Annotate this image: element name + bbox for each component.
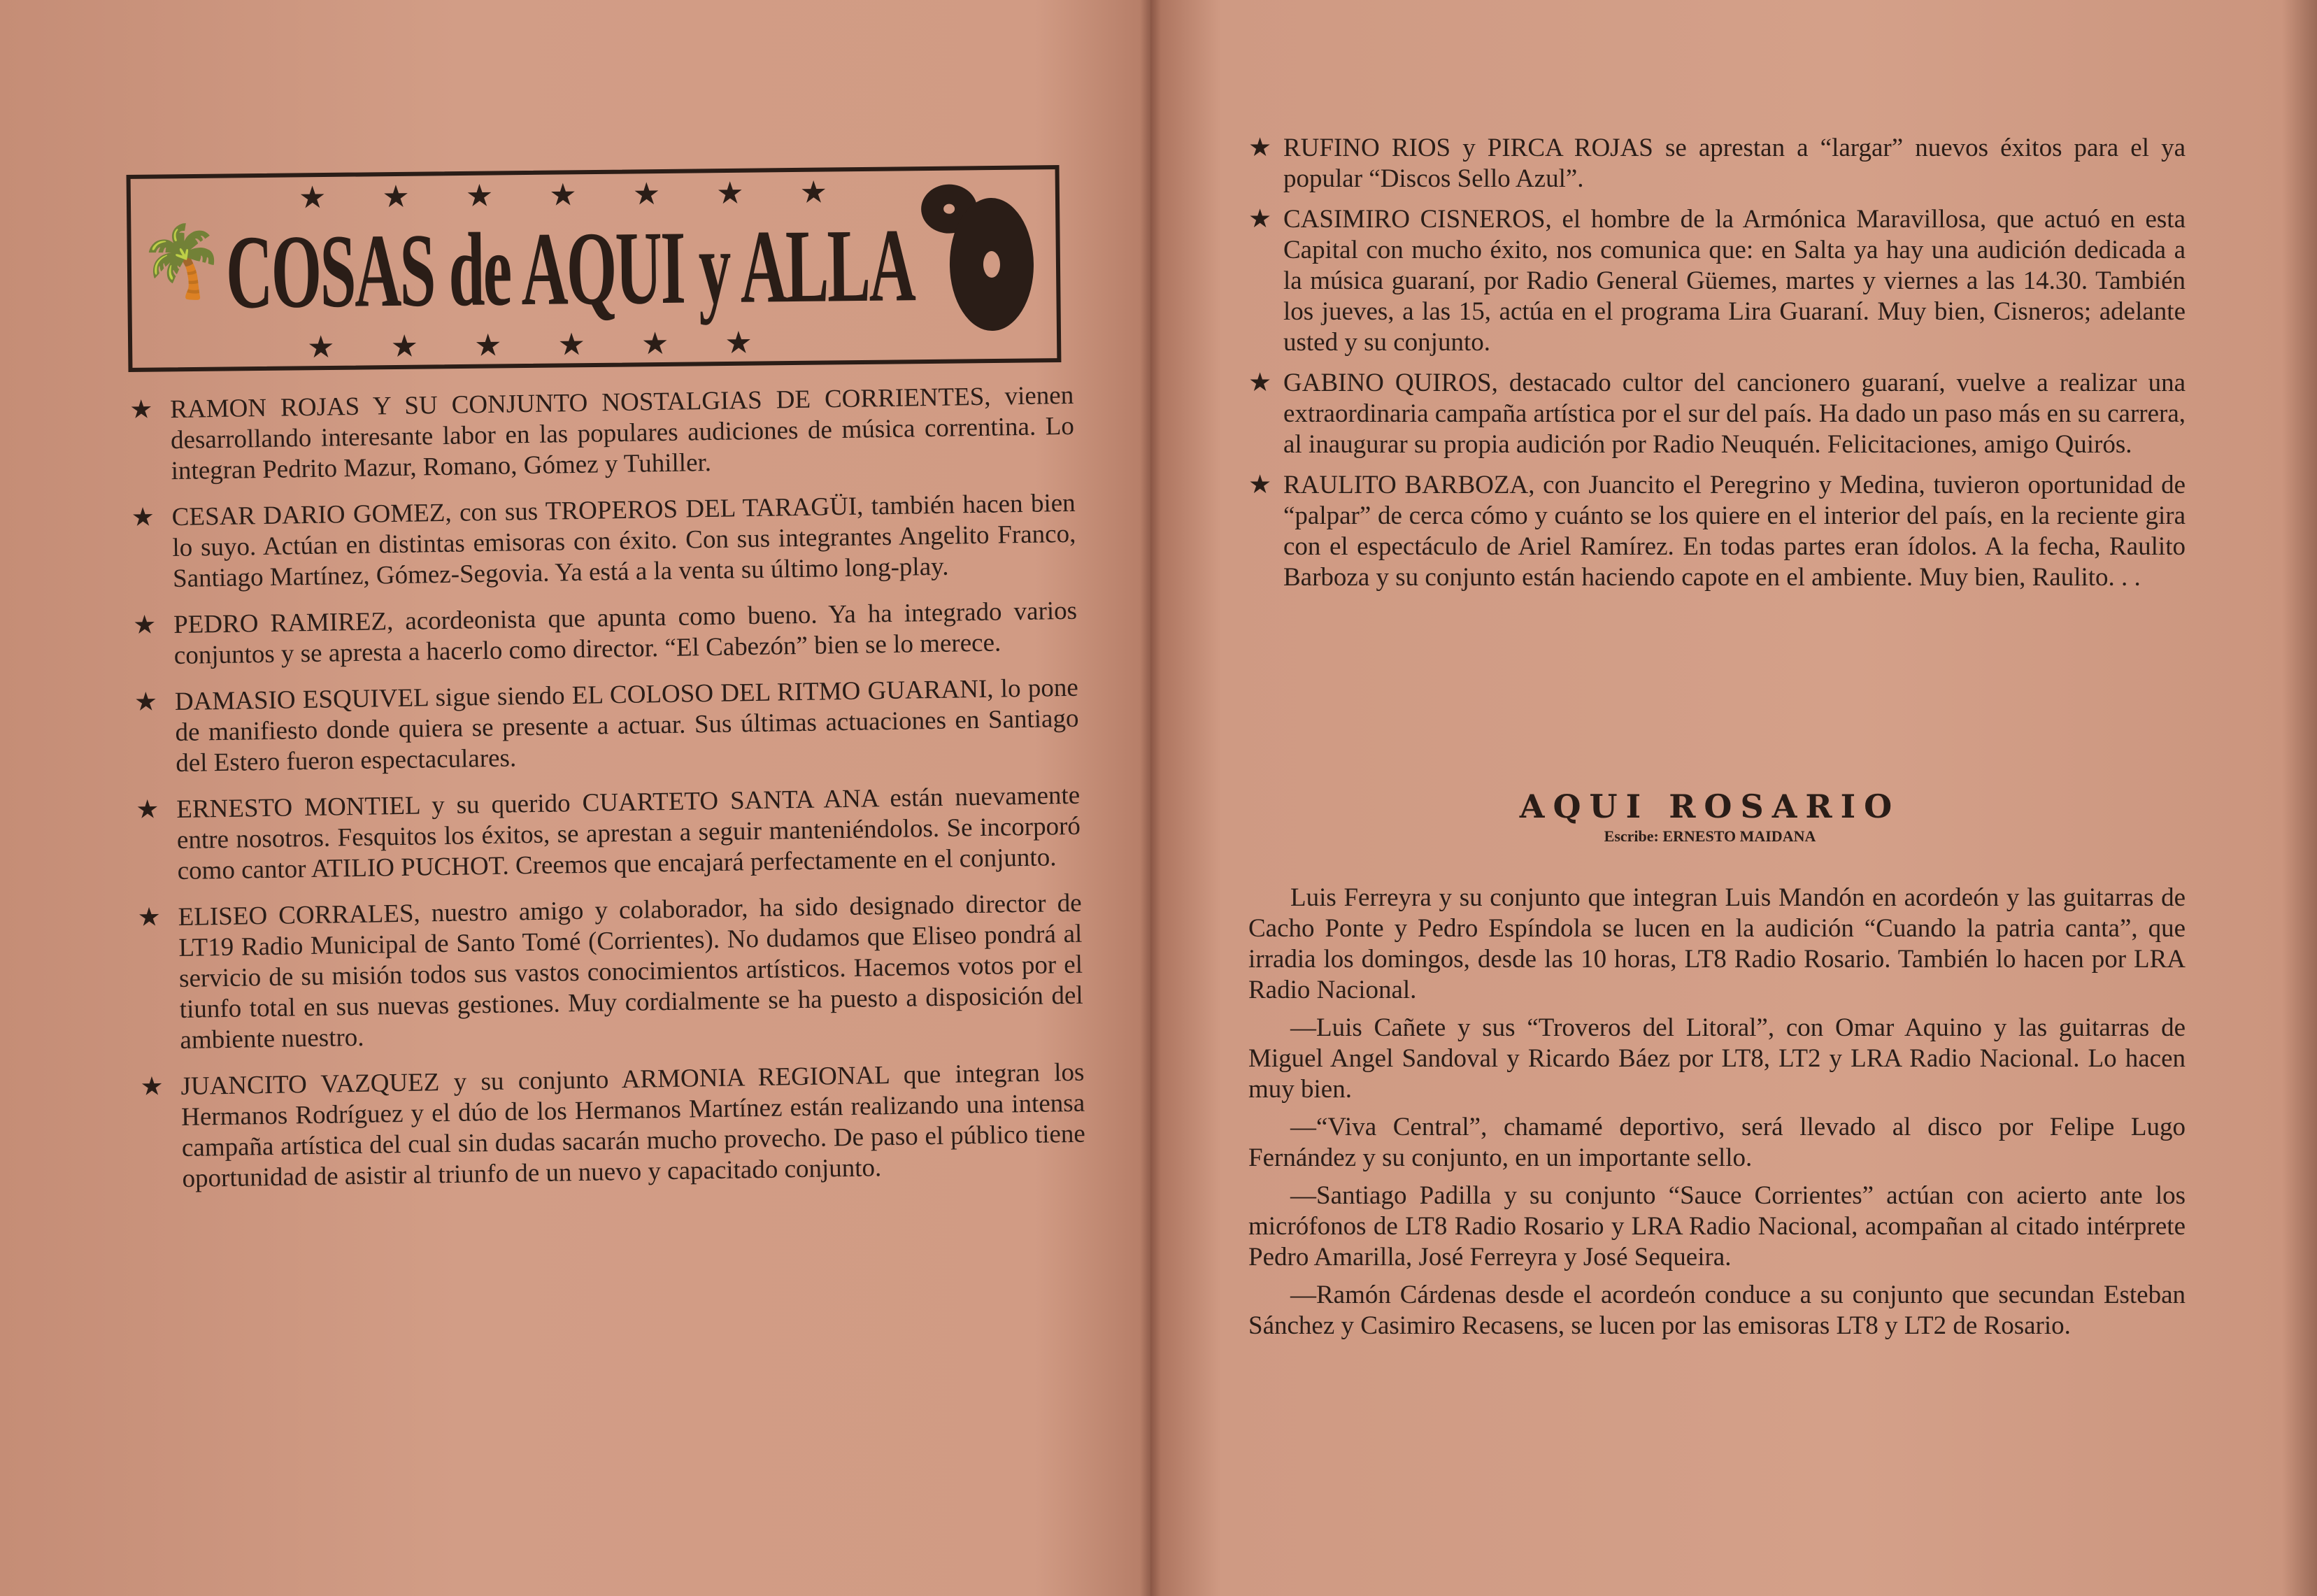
right-page — [1150, 0, 2317, 1596]
star-icon: ★ — [1248, 134, 1272, 162]
news-item: ★ ERNESTO MONTIEL y su querido CUARTETO SANTA ANA están nuevamente entre nosotros. Fesquitos los éxitos, se aprestan a seguir manteniéndolos. Se incorporó como cantor ATILIO PUCHOT. Creemos que encajará perfectamente en el conjunto. — [136, 781, 1081, 886]
paragraph: —Santiago Padilla y su conjunto “Sauce Corrientes” actúan con acierto ante los micrófonos de LT8 Radio Rosario y LRA Radio Nacional, acompañan al citado intérprete Pedro Amarilla, José Ferreyra y José Sequeira. — [1248, 1181, 2186, 1271]
star-icon: ★ — [1248, 471, 1272, 499]
news-item: ★ JUANCITO VAZQUEZ y su conjunto ARMONIA REGIONAL que integran los Hermanos Rodríguez y el dúo de los Hermanos Martínez están realizando una intensa campaña artística del cual sin dudas sacarán mucho provecho. De paso el público tiene oportunidad de asistir al triunfo de un nuevo y capacitado conjunto. — [140, 1057, 1086, 1193]
star-icon: ★ — [137, 903, 162, 932]
news-column — [129, 380, 1086, 1195]
book-gutter — [1140, 0, 1161, 1596]
palm-tree-icon: 🌴 — [138, 222, 226, 301]
section-heading: AQUI ROSARIO — [1519, 788, 1901, 825]
star-icon: ★ — [136, 795, 159, 825]
record-disc-icon — [949, 197, 1034, 331]
paragraph: —Luis Cañete y sus “Troveros del Litoral”, con Omar Aquino y las guitarras de Miguel Angel Sandoval y Ricardo Báez por LT8, LT2 y LRA Radio Nacional. Lo hacen muy bien. — [1248, 1013, 2186, 1104]
news-item: ★ CESAR DARIO GOMEZ, con sus TROPEROS DEL TARAGÜI, también hacen bien lo suyo. Actúan en distintas emisoras con éxito. Con sus integrantes Angelito Franco, Santiago Martínez, Gómez-Segovia. Ya está a la venta su último long-play. — [131, 488, 1076, 594]
news-item: ★ RAMON ROJAS Y SU CONJUNTO NOSTALGIAS DE CORRIENTES, vienen desarrollando interesante labor en las populares audiciones de música correntina. Lo integran Pedrito Mazur, Romano, Gómez y Tuhiller. — [129, 380, 1075, 486]
star-icon: ★ — [129, 395, 153, 425]
paragraph: —Ramón Cárdenas desde el acordeón conduce a su conjunto que secundan Esteban Sánchez y Casimiro Recasens, se lucen por las emisoras LT8 y LT2 de Rosario. — [1248, 1281, 2186, 1340]
paragraph: Luis Ferreyra y su conjunto que integran Luis Mandón en acordeón y las guitarras de Cacho Ponte y Pedro Espíndola se lucen en la audición “Cuando la patria canta”, que irradia los domingos, desde las 10 horas, LT8 Radio Rosario. También lo hacen por LRA Radio Nacional. — [1248, 883, 2186, 1004]
left-page — [0, 0, 1150, 1596]
star-icon: ★ — [1248, 369, 1272, 397]
banner-title: COSAS de AQUI y ALLA — [225, 207, 915, 331]
section-banner — [127, 165, 1062, 372]
news-item: ★ GABINO QUIROS, destacado cultor del cancionero guaraní, vuelve a realizar una extraordinaria campaña artística por el sur del país. Ha dado un paso más en su carrera, al inaugurar su propia audición por Radio Neuquén. Felicitaciones, amigo Quirós. — [1248, 369, 2186, 459]
news-column — [1248, 133, 2186, 593]
star-icon: ★ — [134, 687, 158, 717]
paragraph: —“Viva Central”, chamamé deportivo, será llevado al disco por Felipe Lugo Fernández y su conjunto, en un importante sello. — [1248, 1113, 2186, 1172]
news-item: ★ RUFINO RIOS y PIRCA ROJAS se aprestan a “largar” nuevos éxitos para el ya popular “Discos Sello Azul”. — [1248, 134, 2186, 193]
section-header — [1465, 787, 1955, 846]
star-icon: ★ — [1248, 205, 1272, 234]
news-item: ★ DAMASIO ESQUIVEL sigue siendo EL COLOSO DEL RITMO GUARANI, lo pone de manifiesto donde quiera se presente a actuar. Sus últimas actuaciones en Santiago del Estero fueron espectaculares. — [134, 673, 1079, 778]
news-item: ★ RAULITO BARBOZA, con Juancito el Peregrino y Medina, tuvieron oportunidad de “palpar” de cerca cómo y cuánto se los quiere en el interior del país, en la reciente gira con el espectáculo de Ariel Ramírez. En todas partes eran ídolos. A la fecha, Raulito Barboza y su conjunto están haciendo capote en el ambiente. Muy bien, Raulito. . . — [1248, 471, 2186, 592]
star-icon: ★ — [140, 1072, 164, 1102]
news-item: ★ PEDRO RAMIREZ, acordeonista que apunta como bueno. Ya ha integrado varios conjuntos y se apresta a hacerlo como director. “El Cabezón” bien se lo merece. — [132, 596, 1078, 671]
section-byline: Escribe: ERNESTO MAIDANA — [1604, 827, 1816, 845]
section-body — [1248, 883, 2186, 1341]
star-icon: ★ — [132, 611, 157, 640]
news-item: ★ ELISEO CORRALES, nuestro amigo y colaborador, ha sido designado director de LT19 Radio Municipal de Santo Tomé (Corrientes). No dudamos que Eliseo pondrá al servicio de su misión todos sus vastos conocimientos artísticos. Hacemos votos por el tiunfo total en sus nuevas gestiones. Muy cordialmente se ha puesto a disposición del ambiente nuestro. — [137, 888, 1083, 1055]
star-row-icon: ★★★★★★ — [306, 325, 809, 365]
news-item: ★ CASIMIRO CISNEROS, el hombre de la Armónica Maravillosa, que actuó en esta Capital con mucho éxito, nos comunica que: en Salta ya hay una audición dedicada a la música guaraní, por Radio General Güemes, martes y viernes a las 14.30. También los jueves, a las 15, actúa en el programa Lira Guaraní. Muy bien, Cisneros; adelante usted y su conjunto. — [1248, 205, 2186, 357]
star-icon: ★ — [131, 503, 155, 532]
star-row-icon: ★★★★★★★ — [298, 174, 884, 215]
